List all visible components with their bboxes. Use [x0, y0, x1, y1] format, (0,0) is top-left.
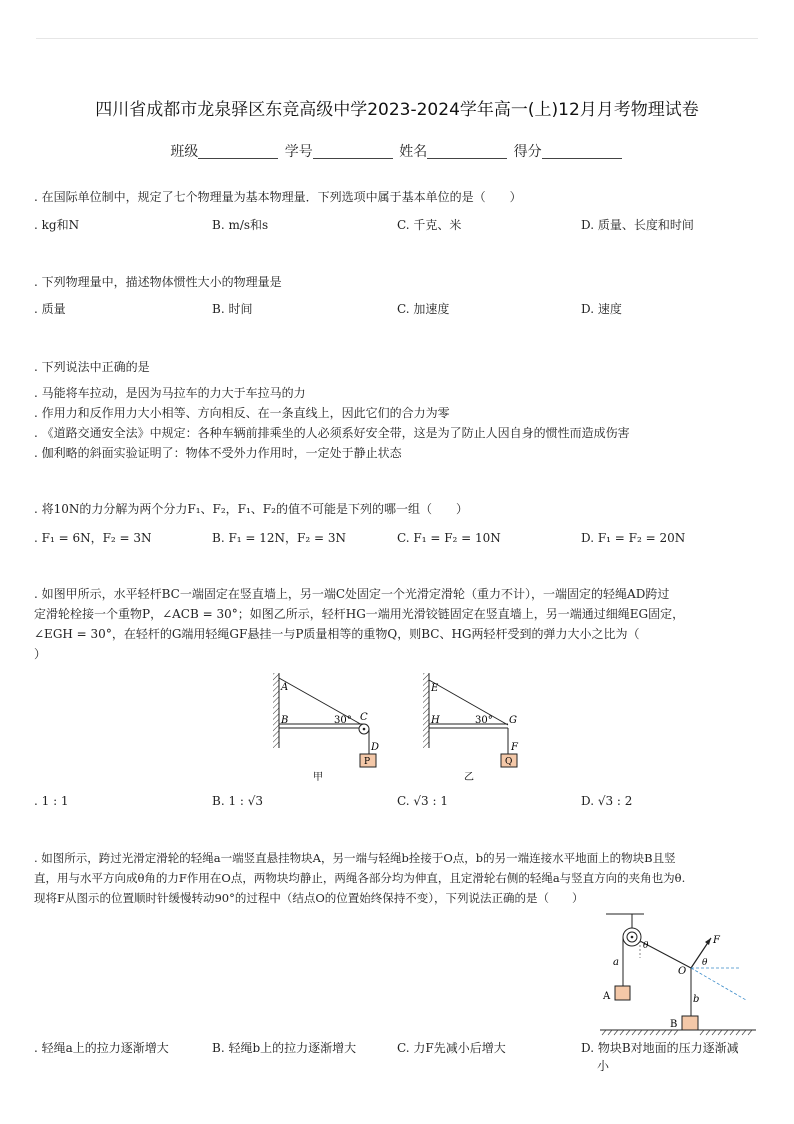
- question-6-stem-line-2: 直，用与水平方向成θ角的力F作用在O点，两物块均静止，两绳各部分均为伸直，且定滑轮右侧的轻绳a与竖直方向的夹角也为θ.: [34, 871, 686, 885]
- label-theta-1: θ: [643, 941, 649, 951]
- question-5-stem-line-2: 定滑轮栓接一个重物P，∠ACB = 30°；如图乙所示，轻杆HG一端用光滑铰链固定在竖直墙上，另一端通过细绳EG固定，: [34, 607, 685, 621]
- class-field[interactable]: 班级: [170, 141, 280, 161]
- question-5-stem-line-3: ∠EGH = 30°，在轻杆的G端用轻绳GF悬挂一与P质量相等的重物Q，则BC、HG两轻杆受到的弹力大小之比为（: [34, 627, 640, 641]
- label-f: F: [713, 935, 720, 946]
- score-field[interactable]: 得分: [514, 141, 624, 161]
- label-block-b: B: [670, 1019, 678, 1030]
- label-theta-2: θ: [702, 958, 708, 968]
- label-p: P: [364, 757, 371, 767]
- caption-jia: 甲: [313, 772, 323, 783]
- question-1-option-d: D. 质量、长度和时间: [581, 218, 694, 232]
- question-2-option-c: C. 加速度: [397, 302, 450, 316]
- question-2-stem: . 下列物理量中，描述物体惯性大小的物理量是: [34, 275, 282, 289]
- label-a-rope: a: [613, 957, 619, 968]
- label-o: O: [678, 966, 687, 977]
- question-3-option-d: . 伽利略的斜面实验证明了：物体不受外力作用时，一定处于静止状态: [34, 446, 402, 460]
- caption-yi: 乙: [464, 772, 474, 783]
- label-c: C: [360, 712, 368, 723]
- question-3-option-b: . 作用力和反作用力大小相等、方向相反、在一条直线上，因此它们的合力为零: [34, 406, 450, 420]
- question-6-stem-line-1: . 如图所示，跨过光滑定滑轮的轻绳a一端竖直悬挂物块A，另一端与轻绳b拴接于O点，b的另一端连接水平地面上的物块B且竖: [34, 851, 676, 865]
- label-angle-jia: 30°: [334, 715, 352, 726]
- question-2-option-d: D. 速度: [581, 302, 622, 316]
- question-6-option-d-wrap: 小: [597, 1059, 610, 1073]
- question-6-option-b: B. 轻绳b上的拉力逐渐增大: [212, 1041, 357, 1055]
- question-6-option-d: D. 物块B对地面的压力逐渐减: [581, 1041, 739, 1055]
- wall-hatch: [273, 673, 279, 748]
- question-2-option-a: . 质量: [34, 302, 66, 316]
- question-5-option-d: D. √3 : 2: [581, 794, 633, 808]
- question-2-option-b: B. 时间: [212, 302, 253, 316]
- pulley-axle: [631, 936, 634, 939]
- block-a: [615, 986, 630, 1000]
- question-1-option-b: B. m/s和s: [212, 218, 269, 232]
- label-e: E: [431, 683, 439, 694]
- label-g: G: [509, 715, 517, 726]
- question-4-option-a: . F₁ = 6N，F₂ = 3N: [34, 531, 152, 545]
- label-f: F: [511, 742, 518, 753]
- question-5-stem-line-4: ）: [34, 647, 47, 661]
- ground-hatch: [602, 1030, 752, 1035]
- question-3-stem: . 下列说法中正确的是: [34, 360, 150, 374]
- label-a: A: [281, 682, 289, 693]
- question-1-stem: . 在国际单位制中，规定了七个物理量为基本物理量．下列选项中属于基本单位的是（ ）: [34, 190, 522, 204]
- question-3-option-c: . 《道路交通安全法》中规定：各种车辆前排乘坐的人必须系好安全带，这是为了防止人因自身的惯性而造成伤害: [34, 426, 630, 440]
- wall-hatch: [423, 673, 429, 748]
- question-4-stem: . 将10N的力分解为两个分力F₁、F₂，F₁、F₂的值不可能是下列的哪一组（ ）: [34, 502, 468, 516]
- question-4-option-d: D. F₁ = F₂ = 20N: [581, 531, 686, 545]
- label-b-rope: b: [693, 994, 700, 1005]
- page-title: 四川省成都市龙泉驿区东竞高级中学2023-2024学年高一(上)12月月考物理试卷: [95, 100, 699, 120]
- question-4-option-c: C. F₁ = F₂ = 10N: [397, 531, 501, 545]
- label-block-a: A: [603, 991, 611, 1002]
- block-b: [682, 1016, 698, 1030]
- question-1-option-c: C. 千克、米: [397, 218, 462, 232]
- question-1-option-a: . kg和N: [34, 218, 80, 232]
- question-5-option-a: . 1 : 1: [34, 794, 69, 808]
- label-angle-yi: 30°: [475, 715, 493, 726]
- question-3-option-a: . 马能将车拉动，是因为马拉车的力大于车拉马的力: [34, 386, 306, 400]
- top-divider: [36, 38, 758, 39]
- name-field[interactable]: 姓名: [399, 141, 509, 161]
- figure-pulley-system: [596, 910, 762, 1038]
- force-f-arrowhead: [705, 938, 711, 945]
- question-4-option-b: B. F₁ = 12N，F₂ = 3N: [212, 531, 346, 545]
- question-5-option-b: B. 1 : √3: [212, 794, 264, 808]
- label-q: Q: [505, 757, 513, 767]
- figure-jia: [262, 668, 392, 788]
- student-info-row: [0, 141, 794, 161]
- label-d: D: [371, 742, 380, 753]
- label-b: B: [281, 715, 289, 726]
- question-6-option-c: C. 力F先减小后增大: [397, 1041, 506, 1055]
- figure-yi: [412, 668, 542, 788]
- question-5-stem-line-1: . 如图甲所示，水平轻杆BC一端固定在竖直墙上，另一端C处固定一个光滑定滑轮（重力不计），一端固定的轻绳AD跨过: [34, 587, 670, 601]
- rope-eg: [429, 680, 508, 725]
- label-h: H: [431, 715, 440, 726]
- pulley-axle: [363, 728, 366, 731]
- question-5-option-c: C. √3 : 1: [397, 794, 448, 808]
- student-number-field[interactable]: 学号: [285, 141, 395, 161]
- question-6-option-a: . 轻绳a上的拉力逐渐增大: [34, 1041, 169, 1055]
- question-6-stem-line-3: 现将F从图示的位置顺时针缓慢转动90°的过程中（结点O的位置始终保持不变），下列说法正确的是（ ）: [34, 891, 584, 905]
